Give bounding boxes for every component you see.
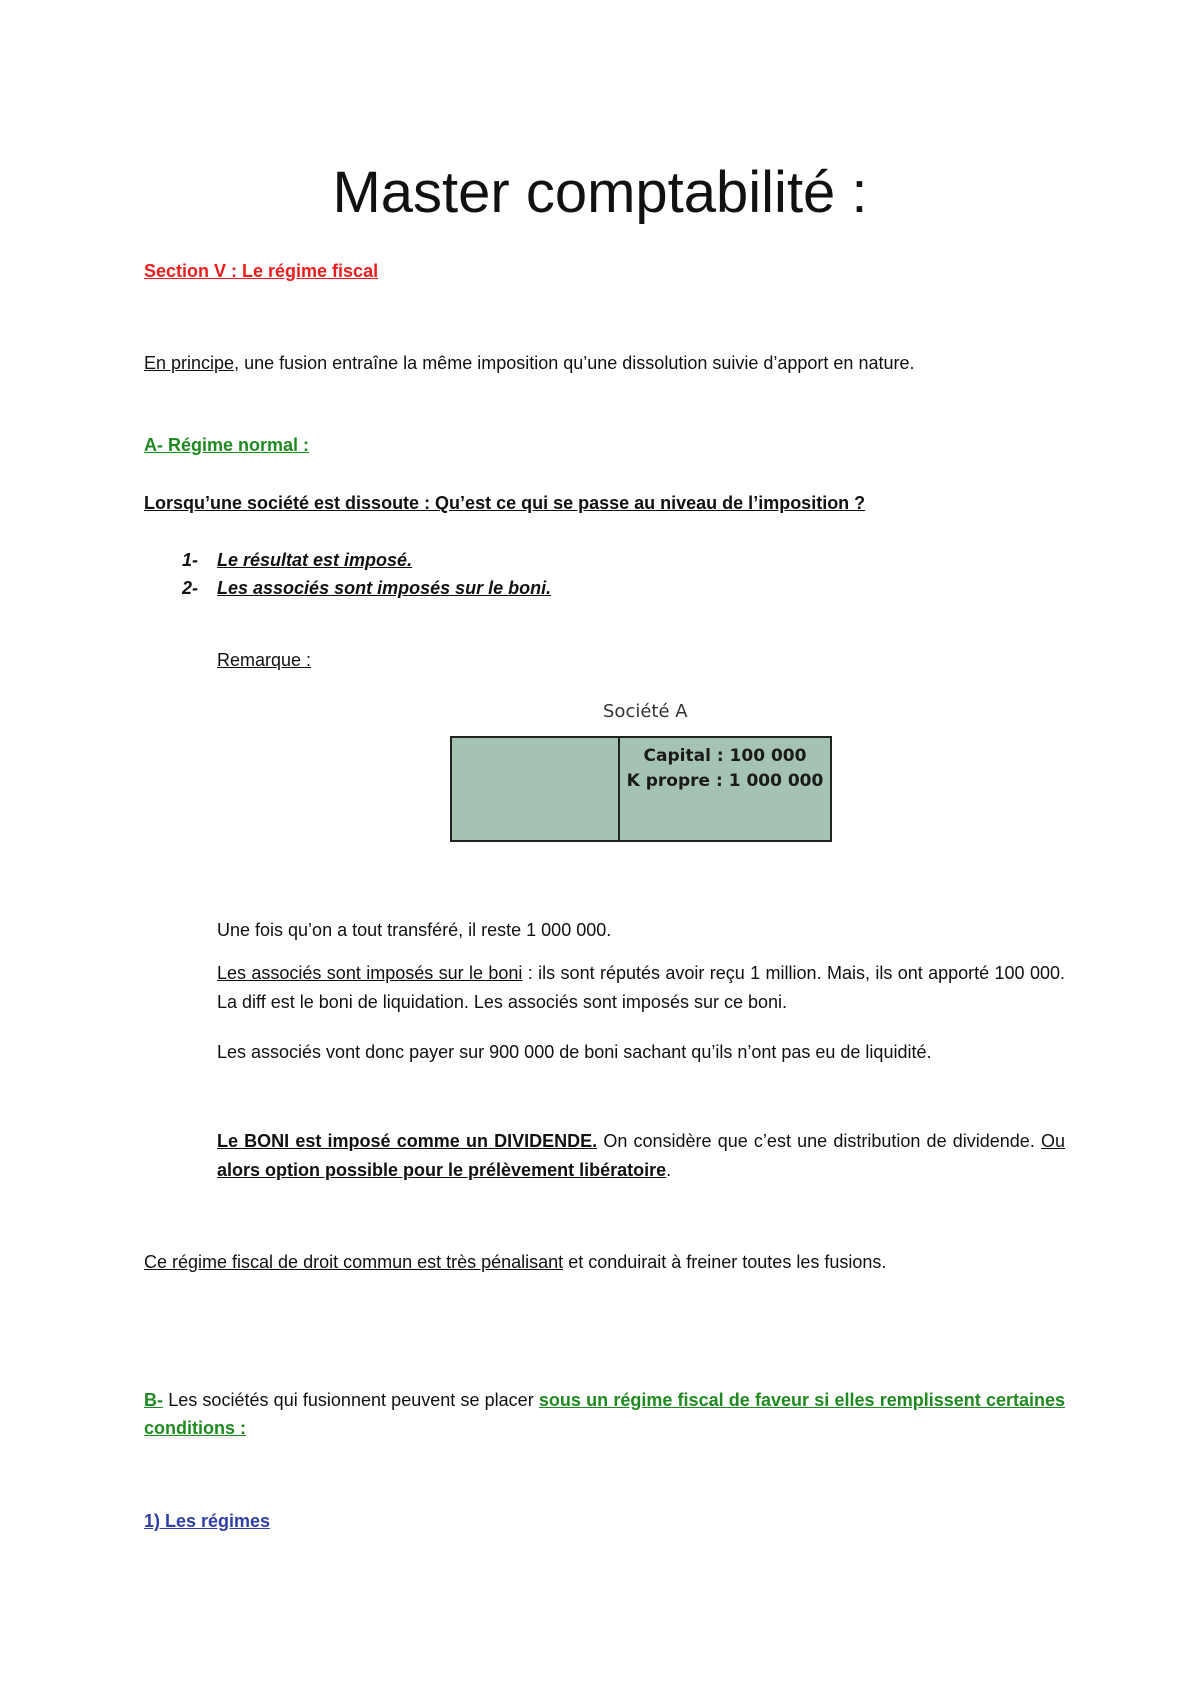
boni-rest: : ils sont réputés avoir reçu 1 million. Mais, ils ont apporté 100 000. La diff est le boni de liquidation. Les associés sont imposés sur ce boni. xyxy=(217,963,1065,1012)
penalisant-rest: et conduirait à freiner toutes les fusions. xyxy=(563,1252,887,1272)
dividende-option: alors option possible pour le prélèvement libératoire xyxy=(217,1160,667,1180)
section-heading: Section V : Le régime fiscal xyxy=(144,261,379,281)
paragraph-boni xyxy=(217,959,1065,1017)
boni-lead: Les associés sont imposés sur le boni xyxy=(217,963,523,983)
heading-a: A- Régime normal : xyxy=(144,435,310,455)
paragraph-payment: Les associés vont donc payer sur 900 000 de boni sachant qu’ils n’ont pas eu de liquidité. xyxy=(217,1042,932,1062)
list-item-text: Le résultat est imposé. xyxy=(217,550,413,570)
heading-b-green: sous un régime fiscal de faveur si elles remplissent certaines conditions : xyxy=(144,1390,1065,1438)
intro-paragraph xyxy=(144,351,914,375)
intro-rest: , une fusion entraîne la même imposition qu’une dissolution suivie d’apport en nature. xyxy=(234,353,915,373)
dividende-mid: On considère que c’est une distribution de dividende. xyxy=(597,1131,1041,1151)
page-title: Master comptabilité : xyxy=(332,160,868,225)
heading-b-label: B- xyxy=(144,1390,163,1410)
paragraph-transfer: Une fois qu’on a tout transféré, il reste 1 000 000. xyxy=(217,920,612,940)
question-line: Lorsqu’une société est dissoute : Qu’est ce qui se passe au niveau de l’imposition ? xyxy=(144,493,866,513)
remarque-label: Remarque : xyxy=(217,650,312,670)
diagram-line-kpropre: K propre : 1 000 000 xyxy=(626,771,824,791)
dividende-ou: Ou xyxy=(1041,1131,1066,1151)
heading-1: 1) Les régimes xyxy=(144,1511,271,1531)
paragraph-dividende xyxy=(217,1127,1065,1185)
intro-lead: En principe xyxy=(144,353,235,373)
dividende-lead: Le BONI est imposé comme un DIVIDENDE. xyxy=(217,1131,598,1151)
diagram-line-capital: Capital : 100 000 xyxy=(643,746,807,766)
penalisant-lead: Ce régime fiscal de droit commun est très pénalisant xyxy=(144,1252,564,1272)
diagram-cell-text xyxy=(620,744,830,794)
heading-b-plain: Les sociétés qui fusionnent peuvent se placer xyxy=(163,1390,539,1410)
diagram-title: Société A xyxy=(603,701,688,722)
heading-b xyxy=(144,1386,1065,1442)
list-item-number: 2- xyxy=(182,578,199,598)
list-item-number: 1- xyxy=(182,550,199,570)
list-item-text: Les associés sont imposés sur le boni. xyxy=(217,578,552,598)
dividende-end: . xyxy=(666,1160,672,1180)
balance-sheet-diagram xyxy=(450,736,832,842)
paragraph-penalisant xyxy=(144,1250,886,1274)
